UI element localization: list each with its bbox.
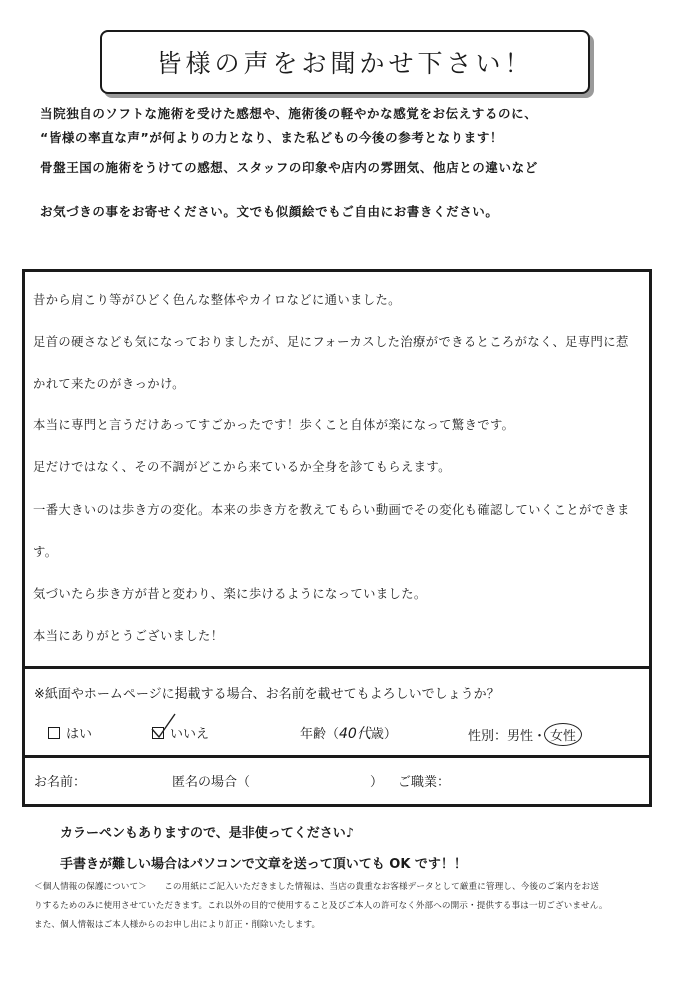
review-line: 足だけではなく、その不調がどこから来ているか全身を診てもらえます。 bbox=[33, 460, 451, 474]
anonymous-close: ） bbox=[370, 775, 384, 790]
pc-note: 手書きが難しい場合はパソコンで文章を送って頂いても OK です！！ bbox=[60, 857, 467, 872]
review-line: 一番大きいのは歩き方の変化。本来の歩き方を教えてもらい動画でその変化も確認していくことができま bbox=[33, 503, 630, 517]
option-yes-label: はい bbox=[66, 727, 93, 742]
review-line: 昔から肩こり等がひどく色んな整体やカイロなどに通いました。 bbox=[33, 293, 401, 307]
age-label: 年齢（ bbox=[300, 727, 340, 742]
consent-question: ※紙面やホームページに掲載する場合、お名前を載せてもよろしいでしょうか？ bbox=[34, 687, 500, 702]
anonymous-label: 匿名の場合（ bbox=[172, 775, 251, 790]
intro-line: 骨盤王国の施術をうけての感想、スタッフの印象や店内の雰囲気、他店との違いなど bbox=[40, 160, 538, 175]
privacy-line: また、個人情報はご本人様からのお申し出により訂正・削除いたします。 bbox=[34, 920, 321, 930]
review-line: す。 bbox=[33, 545, 58, 559]
review-line: かれて来たのがきっかけ。 bbox=[33, 377, 185, 391]
intro-line: 当院独自のソフトな施術を受けた感想や、施術後の軽やかな感覚をお伝えするのに、 bbox=[40, 106, 538, 121]
review-line: 気づいたら歩き方が昔と変わり、楽に歩けるようになっていました。 bbox=[33, 587, 427, 601]
option-no-label: いいえ bbox=[170, 727, 210, 742]
intro-line: お気づきの事をお寄せください。文でも似顔絵でもご自由にお書きください。 bbox=[40, 204, 499, 219]
privacy-line: りするためのみに使用させていただきます。これ以外の目的で使用すること及びご本人の許可なく外部への開示・提供する事は一切ございません。 bbox=[34, 901, 608, 911]
title-box bbox=[100, 30, 590, 94]
review-line: 本当に専門と言うだけあってすごかったです！歩くこと自体が楽になって驚きです。 bbox=[33, 418, 515, 432]
page-title: 皆様の声をお聞かせ下さい！ bbox=[156, 49, 534, 78]
option-no[interactable] bbox=[152, 723, 209, 742]
review-line: 足首の硬さなども気になっておりましたが、足にフォーカスした治療ができるところがなく、足専門に惹 bbox=[33, 335, 629, 349]
age-field[interactable] bbox=[300, 723, 397, 743]
age-suffix: 歳） bbox=[370, 727, 397, 742]
divider bbox=[22, 755, 652, 758]
checkbox-no[interactable] bbox=[152, 727, 164, 739]
review-line: 本当にありがとうございました！ bbox=[33, 629, 224, 643]
occupation-label: ご職業： bbox=[398, 775, 451, 790]
checkbox-yes[interactable] bbox=[48, 727, 60, 739]
gender-label: 性別：男性・ bbox=[468, 729, 547, 744]
color-pen-note: カラーペンもありますので、是非使ってください♪ bbox=[60, 826, 355, 841]
privacy-line: ＜個人情報の保護について＞ この用紙にご記入いただきました情報は、当店の貴重なお客様データとして厳重に管理し、今後のご案内をお送 bbox=[34, 882, 599, 892]
gender-selected: 女性 bbox=[544, 723, 582, 746]
age-value: 40代 bbox=[339, 726, 371, 742]
divider bbox=[22, 666, 652, 669]
option-yes[interactable] bbox=[48, 723, 92, 742]
intro-line: “皆様の率直な声”が何よりの力となり、また私どもの今後の参考となります！ bbox=[40, 130, 504, 145]
name-label: お名前： bbox=[34, 775, 87, 790]
gender-field[interactable] bbox=[468, 723, 582, 746]
check-mark-icon bbox=[150, 713, 176, 739]
